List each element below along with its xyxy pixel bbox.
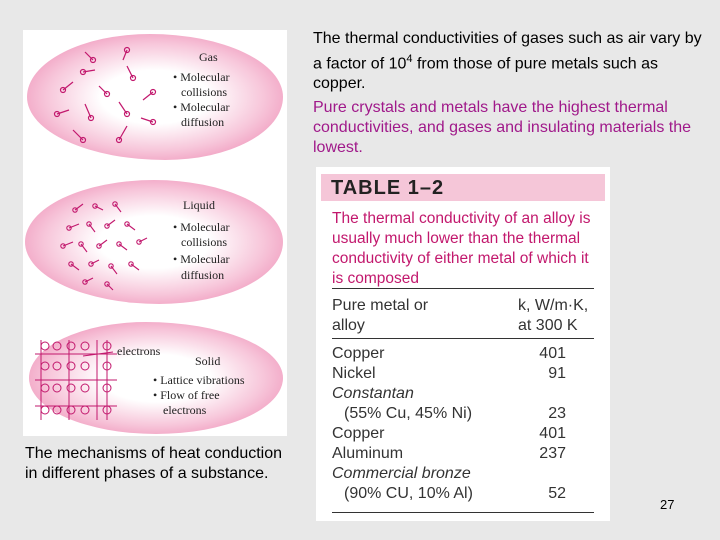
liquid-bullet-3: • Molecular — [173, 252, 230, 266]
column-header-k-line1: k, W/m·K, — [518, 297, 589, 314]
row-value: 91 — [548, 365, 566, 382]
paragraph-highest-lowest: Pure crystals and metals have the highest thermal conductivities, and gases and insulating materials the lowest. — [313, 99, 691, 156]
solid-bullet-1: • Lattice vibrations — [153, 373, 245, 387]
solid-electrons-label: electrons — [117, 344, 161, 358]
row-name: Commercial bronze — [332, 465, 471, 482]
row-name: (55% Cu, 45% Ni) — [344, 405, 473, 422]
row-value: 23 — [548, 405, 566, 422]
table-row — [332, 445, 594, 465]
row-value: 237 — [539, 445, 566, 462]
table-header-band — [321, 174, 605, 201]
paragraph-thermal-conductivities — [313, 29, 703, 94]
solid-bullet-2: • Flow of free — [153, 388, 220, 402]
figure-caption: The mechanisms of heat conduction in different phases of a substance. — [25, 445, 283, 482]
table-row — [332, 385, 594, 405]
liquid-bullet-1: • Molecular — [173, 220, 230, 234]
table-rule-header — [332, 338, 594, 339]
gas-bullet-4: diffusion — [181, 115, 225, 129]
row-value: 401 — [539, 345, 566, 362]
table-row — [332, 345, 594, 365]
liquid-molecules — [23, 180, 287, 304]
para1-text-start: The thermal conductivities of gases such as air vary by a factor of 10 — [313, 30, 702, 73]
row-name: Constantan — [332, 385, 414, 402]
row-name: Nickel — [332, 365, 376, 382]
table-row — [332, 365, 594, 385]
table-row — [332, 425, 594, 445]
gas-bullet-2: collisions — [181, 85, 228, 99]
row-name: (90% CU, 10% Al) — [344, 485, 473, 502]
table-row — [332, 465, 594, 485]
solid-bullet-3: electrons — [163, 403, 207, 417]
column-header-k-line2: at 300 K — [518, 317, 578, 334]
liquid-title: Liquid — [183, 198, 215, 212]
row-value: 52 — [548, 485, 566, 502]
gas-molecules — [23, 30, 287, 170]
row-name: Copper — [332, 425, 385, 442]
liquid-bullet-4: diffusion — [181, 268, 225, 282]
liquid-bullet-2: collisions — [181, 235, 228, 249]
row-name: Copper — [332, 345, 385, 362]
table-row — [332, 405, 594, 425]
para1-superscript: 4 — [406, 53, 413, 65]
solid-title: Solid — [195, 354, 221, 368]
table-row — [332, 485, 594, 505]
row-name: Aluminum — [332, 445, 404, 462]
heat-conduction-figure — [23, 30, 287, 436]
table-rule-top — [332, 288, 594, 289]
table-title: TABLE 1–2 — [331, 177, 445, 199]
table-rule-bottom — [332, 512, 594, 513]
para1-text-end: from those of pure metals such as copper. — [313, 55, 658, 93]
conductivity-table — [316, 167, 610, 521]
table-description: The thermal conductivity of an alloy is usually much lower than the thermal conductivity of either metal of which it is composed — [332, 210, 591, 287]
column-header-metal-line1: Pure metal or — [332, 297, 429, 314]
gas-bullet-1: • Molecular — [173, 70, 230, 84]
page-number: 27 — [660, 497, 675, 512]
row-value: 401 — [539, 425, 566, 442]
column-header-metal-line2: alloy — [332, 317, 365, 334]
gas-title: Gas — [199, 50, 218, 64]
gas-bullet-3: • Molecular — [173, 100, 230, 114]
